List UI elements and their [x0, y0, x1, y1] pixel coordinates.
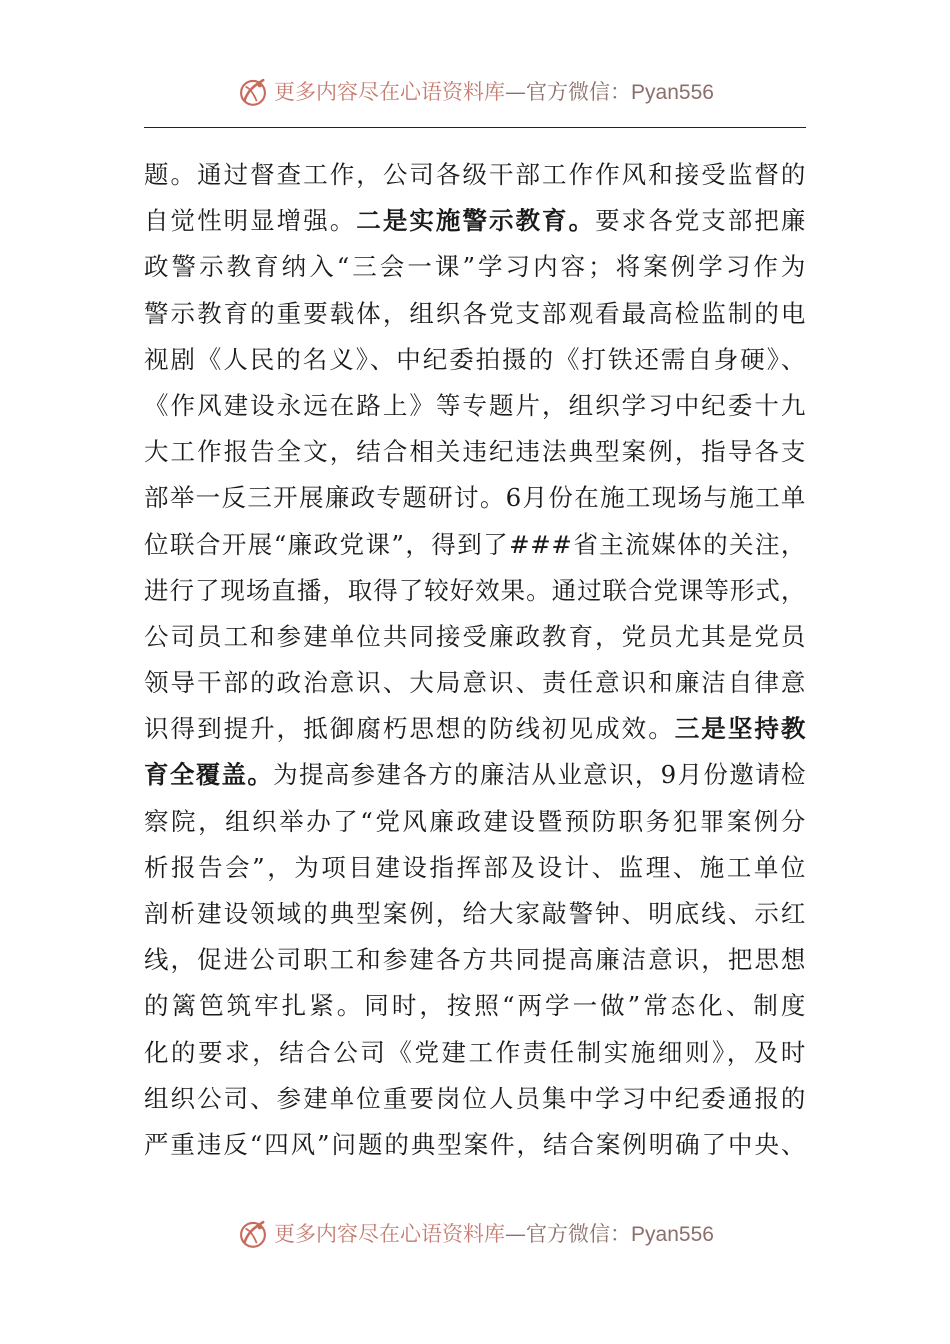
logo-icon	[236, 1217, 270, 1251]
text-line	[144, 198, 806, 244]
bold-heading-text: 二是实施警示教育。	[356, 206, 596, 236]
text-line	[144, 475, 806, 521]
text-line	[144, 429, 806, 475]
text-segment: 进行了现场直播，取得了较好效果。通过联合党课等形式，	[144, 575, 806, 605]
text-segment: 部举一反三开展廉政专题研讨。6月份在施工现场与施工单	[144, 483, 806, 513]
text-segment: 化的要求，结合公司《党建工作责任制实施细则》，及时	[144, 1037, 806, 1067]
text-segment: 析报告会”，为项目建设指挥部及设计、监理、施工单位	[144, 852, 806, 882]
text-line	[144, 337, 806, 383]
text-segment: 政警示教育纳入“三会一课”学习内容；将案例学习作为	[144, 252, 806, 282]
text-segment: 《作风建设永远在路上》等专题片，组织学习中纪委十九	[144, 390, 806, 420]
text-segment: 领导干部的政治意识、大局意识、责任意识和廉洁自律意	[144, 668, 806, 698]
text-segment: 严重违反“四风”问题的典型案件，结合案例明确了中央、	[144, 1129, 806, 1159]
text-line	[144, 845, 806, 891]
text-segment: 自觉性明显增强。	[144, 206, 357, 236]
text-line	[144, 891, 806, 937]
text-segment: 大工作报告全文，结合相关违纪违法典型案例，指导各支	[144, 437, 806, 467]
text-segment: 识得到提升，抵御腐朽思想的防线初见成效。	[144, 714, 675, 744]
text-segment: 察院，组织举办了“党风廉政建设暨预防职务犯罪案例分	[144, 806, 806, 836]
text-line	[144, 1076, 806, 1122]
document-body	[144, 152, 806, 1168]
footer-watermark	[0, 1214, 950, 1254]
text-segment: 要求各党支部把廉	[595, 206, 806, 236]
footer-watermark-main: 更多内容尽在心语资料库	[274, 1221, 506, 1246]
text-segment: 为提高参建各方的廉洁从业意识，9月份邀请检	[273, 760, 807, 790]
text-segment: 视剧《人民的名义》、中纪委拍摄的《打铁还需自身硬》、	[144, 344, 806, 374]
header-rule	[144, 127, 806, 128]
logo-icon	[236, 75, 270, 109]
text-line	[144, 522, 806, 568]
text-segment: 题。通过督查工作，公司各级干部工作作风和接受监督的	[144, 160, 806, 189]
header-watermark	[0, 72, 950, 112]
text-line	[144, 614, 806, 660]
header-watermark-sub: —官方微信：	[505, 79, 632, 104]
text-segment: 公司员工和参建单位共同接受廉政教育，党员尤其是党员	[144, 621, 806, 651]
text-line	[144, 383, 806, 429]
text-segment: 组织公司、参建单位重要岗位人员集中学习中纪委通报的	[144, 1083, 806, 1113]
text-segment: 剖析建设领域的典型案例，给大家敲警钟、明底线、示红	[144, 899, 806, 928]
text-line	[144, 983, 806, 1029]
text-line	[144, 568, 806, 614]
header-watermark-id: Pyan556	[631, 80, 714, 104]
bold-heading-text: 三是坚持教	[674, 714, 806, 744]
text-line	[144, 244, 806, 290]
text-line	[144, 152, 806, 198]
text-segment: 位联合开展“廉政党课”，得到了###省主流媒体的关注，	[144, 529, 806, 559]
text-line	[144, 937, 806, 983]
footer-watermark-sub: —官方微信：	[505, 1221, 632, 1246]
header-watermark-main: 更多内容尽在心语资料库	[274, 79, 506, 104]
text-line	[144, 706, 806, 752]
bold-heading-text: 育全覆盖。	[144, 760, 274, 790]
text-line	[144, 752, 806, 798]
text-segment: 警示教育的重要载体，组织各党支部观看最高检监制的电	[144, 298, 806, 328]
footer-watermark-id: Pyan556	[631, 1222, 714, 1246]
text-segment: 的篱笆筑牢扎紧。同时，按照“两学一做”常态化、制度	[144, 991, 806, 1021]
text-line	[144, 1122, 806, 1168]
text-line	[144, 799, 806, 845]
text-line	[144, 291, 806, 337]
text-line	[144, 1030, 806, 1076]
text-line	[144, 660, 806, 706]
text-segment: 线，促进公司职工和参建各方共同提高廉洁意识，把思想	[144, 945, 806, 975]
